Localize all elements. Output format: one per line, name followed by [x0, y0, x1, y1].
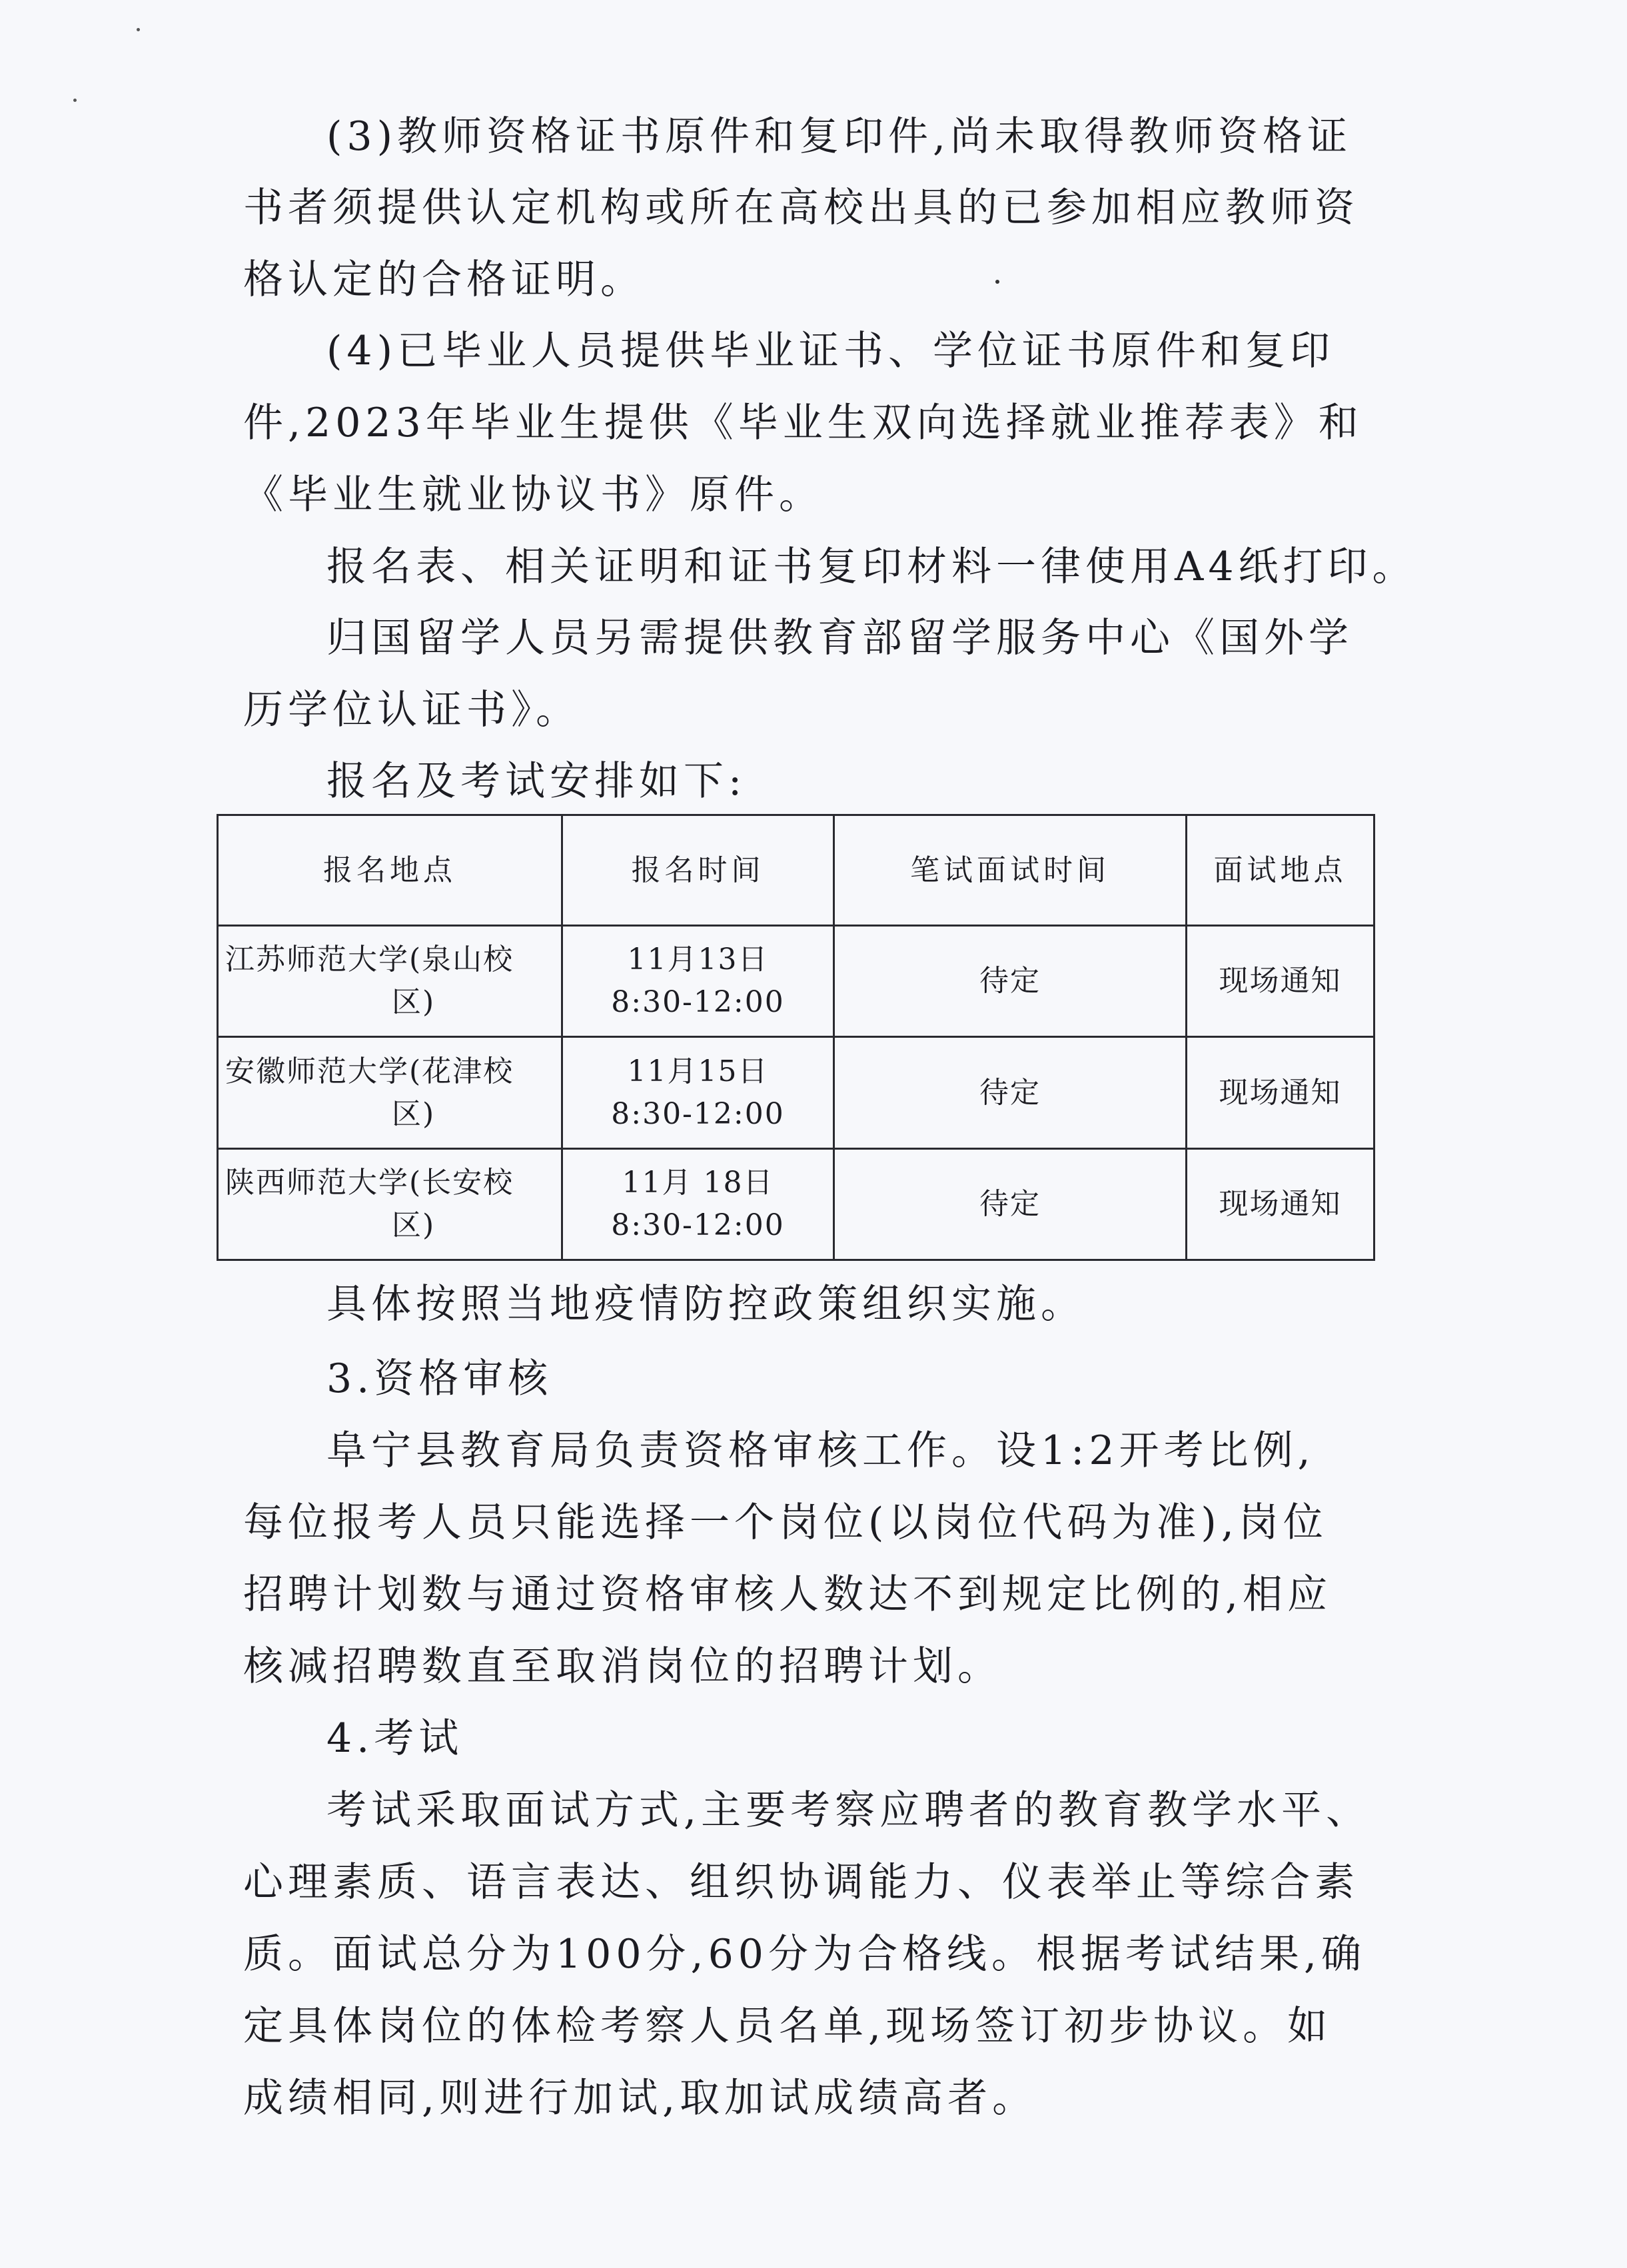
cell-exam-time: 待定 [834, 1037, 1187, 1148]
para-schedule-intro: 报名及考试安排如下: [326, 758, 747, 805]
table-row [218, 1037, 1374, 1148]
cell-reg-time [562, 1037, 834, 1148]
heading-qualification-review: 3.资格审核 [326, 1355, 553, 1402]
cell-reg-time [562, 926, 834, 1037]
location-line-1: 安徽师范大学(花津校 [225, 1054, 514, 1088]
para-review-line-4: 核减招聘数直至取消岗位的招聘计划。 [243, 1643, 1002, 1690]
cell-reg-time [562, 1148, 834, 1260]
cell-location [218, 1037, 562, 1148]
header-interview-place: 面试地点 [1187, 815, 1374, 926]
cell-exam-time: 待定 [834, 1148, 1187, 1260]
location-line-1: 江苏师范大学(泉山校 [225, 943, 514, 977]
para-exam-line-5: 成绩相同,则进行加试,取加试成绩高者。 [243, 2075, 1037, 2121]
para-review-line-3: 招聘计划数与通过资格审核人数达不到规定比例的,相应 [243, 1571, 1333, 1618]
cell-location [218, 926, 562, 1037]
para-exam-line-2: 心理素质、语言表达、组织协调能力、仪表举止等综合素 [243, 1859, 1359, 1906]
cell-interview-place: 现场通知 [1187, 926, 1374, 1037]
cell-exam-time: 待定 [834, 926, 1187, 1037]
reg-hours: 8:30-12:00 [611, 1096, 785, 1131]
para-3-line-1: (3)教师资格证书原件和复印件,尚未取得教师资格证 [326, 113, 1353, 160]
reg-date: 11月 18日 [622, 1165, 774, 1200]
location-line-1: 陕西师范大学(长安校 [225, 1165, 514, 1200]
para-review-line-2: 每位报考人员只能选择一个岗位(以岗位代码为准),岗位 [243, 1499, 1328, 1546]
para-4-line-1: (4)已毕业人员提供毕业证书、学位证书原件和复印 [326, 328, 1335, 374]
para-print-line-1: 报名表、相关证明和证书复印材料一律使用A4纸打印。 [326, 544, 1417, 590]
cell-interview-place: 现场通知 [1187, 1148, 1374, 1260]
para-3-line-3: 格认定的合格证明。 [243, 256, 645, 303]
table-row [218, 926, 1374, 1037]
heading-exam: 4.考试 [326, 1715, 464, 1762]
para-exam-line-1: 考试采取面试方式,主要考察应聘者的教育教学水平、 [326, 1787, 1371, 1834]
table-header-row [218, 815, 1374, 926]
scan-speck [73, 99, 77, 102]
para-3-line-2: 书者须提供认定机构或所在高校出具的已参加相应教师资 [243, 185, 1359, 231]
header-exam-time: 笔试面试时间 [834, 815, 1187, 926]
location-line-2: 区) [392, 985, 436, 1020]
para-overseas-line-1: 归国留学人员另需提供教育部留学服务中心《国外学 [326, 615, 1353, 661]
para-overseas-line-2: 历学位认证书》。 [243, 687, 580, 733]
table-row [218, 1148, 1374, 1260]
schedule-table [217, 814, 1375, 1261]
header-location: 报名地点 [218, 815, 562, 926]
para-4-line-2: 件,2023年毕业生提供《毕业生双向选择就业推荐表》和 [243, 400, 1363, 446]
header-reg-time: 报名时间 [562, 815, 834, 926]
para-4-line-3: 《毕业生就业协议书》原件。 [243, 472, 823, 518]
scan-speck [995, 280, 999, 284]
para-epidemic: 具体按照当地疫情防控政策组织实施。 [326, 1281, 1085, 1327]
reg-hours: 8:30-12:00 [611, 1208, 785, 1242]
cell-location [218, 1148, 562, 1260]
reg-hours: 8:30-12:00 [611, 985, 785, 1020]
scan-speck [137, 28, 140, 31]
cell-interview-place: 现场通知 [1187, 1037, 1374, 1148]
para-exam-line-3: 质。面试总分为100分,60分为合格线。根据考试结果,确 [243, 1931, 1366, 1978]
reg-date: 11月15日 [627, 1054, 769, 1088]
location-line-2: 区) [392, 1096, 436, 1131]
para-exam-line-4: 定具体岗位的体检考察人员名单,现场签订初步协议。如 [243, 2003, 1333, 2050]
para-review-line-1: 阜宁县教育局负责资格审核工作。设1:2开考比例, [326, 1427, 1315, 1474]
reg-date: 11月13日 [627, 943, 769, 977]
location-line-2: 区) [392, 1208, 436, 1242]
